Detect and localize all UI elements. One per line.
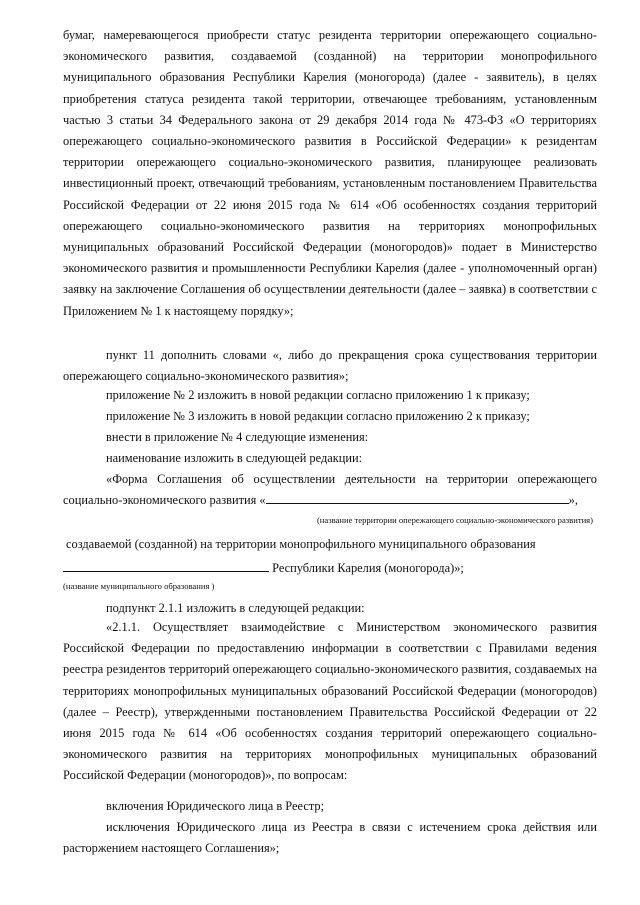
paragraph-item-11: пункт 11 дополнить словами «, либо до прекращения срока существования территории опережающего социально-экономического развития»; [63,348,597,384]
paragraph-appendix-4-changes: внести в приложение № 4 следующие изменения: [106,430,369,444]
paragraph-appendix-2: приложение № 2 изложить в новой редакции согласно приложению 1 к приказу; [106,388,530,402]
paragraph-applicant-definition: бумаг, намеревающегося приобрести статус резидента территории опережающего социально-экономического развития, создаваемой (созданной) на территории монопрофильного муниципального образования Республики Карелия (моногорода) (далее - заявитель), в целях приобретения статуса резидента такой территории, отвечающее требованиям, установленным частью 3 статьи 34 Федерального закона от 29 декабря 2014 года № 473-ФЗ «О территориях опережающего социально-экономического развития в Российской Федерации» к резидентам территории опережающего социально-экономического развития, планирующее реализовать инвестиционный проект, отвечающий требованиям, установленным постановлением Правительства Российской Федерации от 22 июня 2015 года № 614 «Об особенностях создания территорий опережающего социально-экономического развития на территориях монопрофильных муниципальных образований Российской Федерации (моногородов)» подает в Министерство экономического развития и промышленности Республики Карелия (далее - уполномоченный орган) заявку на заключение Соглашения об осуществлении деятельности (далее – заявка) в соответствии с Приложением № 1 к настоящему порядку»; [63,28,597,318]
municipality-name-blank [63,558,269,572]
paragraph-monotown: создаваемой (созданной) на территории монопрофильного муниципального образования [66,537,536,551]
paragraph-2-1-1-text: «2.1.1. Осуществляет взаимодействие с Министерством экономического развития Российской Федерации по предоставлению информации в соответствии с Правилами ведения реестра резидентов территорий опережающего социально-экономического развития, создаваемых на территориях монопрофильных муниципальных образований Российской Федерации (моногородов) (далее – Реестр), утвержденными постановлением Правительства Российской Федерации от 22 июня 2015 года № 614 «Об особенностях создания территорий опережающего социально-экономического развития на территориях монопрофильных муниципальных образований Российской Федерации (моногородов)», по вопросам: [63,620,597,783]
paragraph-include-entity: включения Юридического лица в Реестр; [106,799,325,813]
paragraph-subitem-2-1-1: подпункт 2.1.1 изложить в следующей редакции: [106,601,365,615]
monotown-line-text: Республики Карелия (моногорода)»; [272,561,464,575]
form-title-text: «Форма Соглашения об осуществлении деятельности на территории опережающего социально-экономического развития « [63,472,597,508]
form-title-closing: », [568,493,578,508]
municipality-name-caption: (название муниципального образования ) [63,581,215,591]
paragraph-title-change: наименование изложить в следующей редакции: [106,451,363,465]
monotown-line [63,558,597,579]
territory-name-blank [266,490,569,504]
paragraph-appendix-3: приложение № 3 изложить в новой редакции согласно приложению 2 к приказу; [106,409,530,423]
paragraph-form-title [63,469,597,511]
territory-name-caption: (название территории опережающего социально-экономического развития) [316,515,593,525]
paragraph-exclude-entity: исключения Юридического лица из Реестра в связи с истечением срока действия или расторжением настоящего Соглашения»; [63,820,597,856]
